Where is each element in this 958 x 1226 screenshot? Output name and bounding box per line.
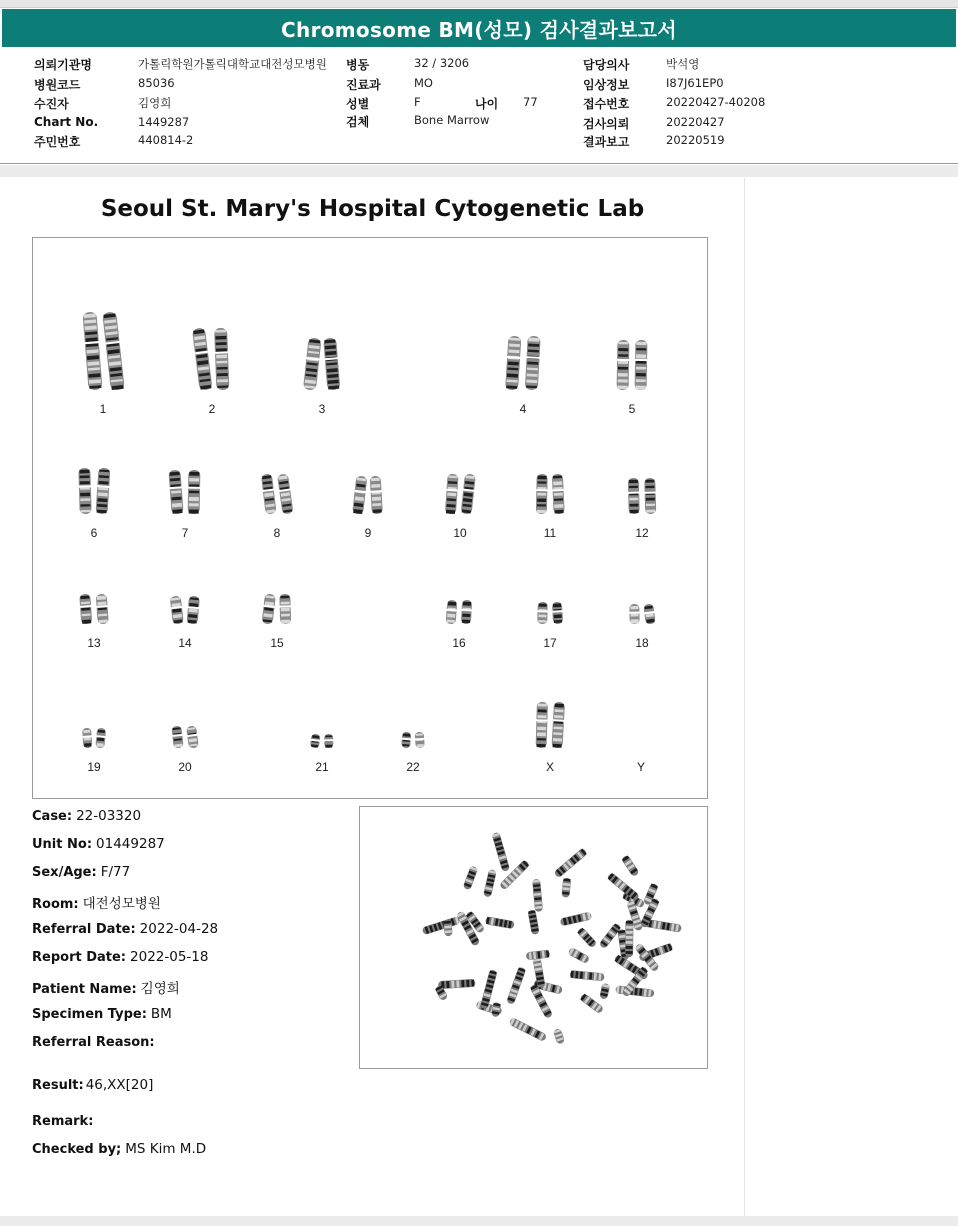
unit-no-row [32, 836, 165, 852]
hospital-code-label: 병원코드 [34, 78, 81, 92]
sex-age-value: F/77 [100, 864, 131, 880]
room-row [32, 892, 161, 912]
result-report-value: 20220519 [666, 133, 725, 147]
institution-value: 가톨릭학원가톨릭대학교대전성모병원 [138, 57, 327, 71]
metaphase-chromosome [625, 920, 633, 957]
metaphase-chromosome [560, 912, 593, 927]
metaphase-chromosome [570, 970, 605, 981]
chromosome-label-6: 6 [90, 526, 98, 540]
specimen-type-value: BM [150, 1006, 172, 1022]
case-value: 22-03320 [76, 808, 142, 824]
metaphase-chromosome [463, 865, 479, 890]
chromosome-label-12: 12 [635, 526, 649, 540]
patient-value: 김영희 [138, 96, 172, 110]
chromosome-pair-9 [351, 475, 384, 514]
institution-label: 의뢰기관명 [34, 58, 92, 72]
age-value: 77 [523, 95, 538, 109]
clinical-info-label: 임상정보 [583, 78, 630, 92]
checked-by-row [32, 1141, 206, 1157]
chromosome-label-8: 8 [273, 526, 281, 540]
chromosome-label-20: 20 [178, 760, 192, 774]
report-date-label: Report Date: [32, 950, 127, 965]
metaphase-chromosome [491, 1002, 501, 1017]
chromosome-label-17: 17 [543, 636, 557, 650]
chromosome-label-y: Y [636, 760, 646, 774]
metaphase-chromosome [526, 950, 551, 961]
resident-no-value: 440814-2 [138, 133, 194, 147]
specimen-type-row [32, 1006, 172, 1022]
chromosome-label-1: 1 [99, 402, 107, 416]
chromosome-label-21: 21 [315, 760, 329, 774]
chromosome-label-15: 15 [270, 636, 284, 650]
result-label: Result: [32, 1078, 84, 1093]
section-divider [0, 165, 958, 177]
patient-name-label: Patient Name: [32, 982, 137, 997]
chromosome-label-4: 4 [519, 402, 527, 416]
metaphase-chromosome [508, 1017, 547, 1042]
report-date-row [32, 949, 208, 965]
chromosome-label-5: 5 [628, 402, 636, 416]
sex-age-row [32, 864, 130, 880]
department-label: 진료과 [346, 78, 381, 92]
metaphase-chromosome [599, 983, 610, 1000]
chromosome-pair-16 [445, 600, 474, 625]
metaphase-chromosome [506, 966, 526, 1005]
chromosome-label-x: X [545, 760, 555, 774]
request-date-label: 검사의뢰 [583, 117, 630, 131]
report-title: Chromosome BM(성모) 검사결과보고서 [2, 9, 956, 47]
chromosome-label-16: 16 [452, 636, 466, 650]
specimen-value: Bone Marrow [414, 113, 490, 127]
room-label: Room: [32, 897, 79, 912]
metaphase-chromosome [491, 832, 510, 872]
metaphase-panel [359, 806, 708, 1069]
referral-reason-label: Referral Reason: [32, 1035, 155, 1050]
cytogenetic-report-page [0, 178, 745, 1216]
referral-reason-row [32, 1034, 159, 1050]
karyogram-panel [32, 237, 708, 799]
bottom-strip [0, 1216, 958, 1226]
ward-label: 병동 [346, 58, 370, 72]
chromosome-label-7: 7 [181, 526, 189, 540]
metaphase-chromosome [422, 916, 461, 935]
top-strip [0, 0, 958, 8]
case-label: Case: [32, 809, 73, 824]
chromosome-label-11: 11 [543, 526, 557, 540]
chromosome-pair-x [535, 702, 566, 749]
hospital-code-value: 85036 [138, 76, 175, 90]
referral-date-label: Referral Date: [32, 922, 136, 937]
result-report-label: 결과보고 [583, 135, 630, 149]
resident-no-label: 주민번호 [34, 135, 81, 149]
metaphase-chromosome [553, 848, 587, 879]
chromosome-pair-20 [170, 725, 200, 748]
chromosome-pair-17 [536, 602, 564, 625]
metaphase-chromosome [561, 878, 571, 898]
referral-date-row [32, 921, 218, 937]
patient-label: 수진자 [34, 97, 69, 111]
patient-name-value: 김영희 [140, 981, 180, 997]
chromosome-label-3: 3 [318, 402, 326, 416]
remark-label: Remark: [32, 1114, 94, 1129]
metaphase-chromosome [621, 854, 640, 877]
patient-info-table [0, 50, 958, 164]
room-value: 대전성모병원 [82, 896, 161, 912]
chromosome-pair-19 [81, 728, 107, 749]
metaphase-chromosome [438, 979, 475, 989]
chromosome-pair-1 [81, 311, 125, 390]
specimen-type-label: Specimen Type: [32, 1007, 147, 1022]
unit-no-value: 01449287 [96, 836, 165, 852]
department-value: MO [414, 76, 433, 90]
unit-no-label: Unit No: [32, 837, 93, 852]
request-date-value: 20220427 [666, 115, 725, 129]
remark-row [32, 1113, 97, 1129]
chromosome-pair-21 [309, 733, 334, 748]
metaphase-chromosome [576, 927, 597, 949]
chromosome-pair-10 [444, 473, 477, 514]
chromosome-pair-12 [627, 478, 657, 514]
sex-age-label: Sex/Age: [32, 865, 97, 880]
doctor-label: 담당의사 [583, 58, 630, 72]
chromosome-label-13: 13 [87, 636, 101, 650]
chromosome-pair-13 [78, 594, 110, 625]
checked-by-value: MS Kim M.D [125, 1141, 207, 1157]
metaphase-chromosome [553, 1028, 565, 1045]
chromosome-pair-18 [628, 603, 656, 624]
chromosome-pair-15 [261, 593, 293, 624]
metaphase-chromosome [485, 916, 515, 929]
receipt-no-label: 접수번호 [583, 97, 630, 111]
metaphase-chromosome [483, 869, 497, 898]
chromosome-pair-3 [302, 337, 341, 390]
chromosome-pair-2 [191, 327, 230, 390]
chromosome-pair-5 [616, 340, 649, 390]
chromosome-pair-6 [77, 468, 111, 515]
metaphase-chromosome [567, 947, 590, 964]
chromosome-pair-8 [260, 473, 295, 514]
chromosome-pair-11 [535, 474, 566, 515]
referral-date-value: 2022-04-28 [139, 921, 219, 937]
chromosome-label-2: 2 [208, 402, 216, 416]
doctor-value: 박석영 [666, 57, 700, 71]
chromosome-label-10: 10 [453, 526, 467, 540]
chromosome-label-9: 9 [364, 526, 372, 540]
chart-no-value: 1449287 [138, 115, 190, 129]
metaphase-chromosome [527, 909, 539, 935]
chromosome-pair-22 [400, 732, 426, 749]
sex-value: F [414, 95, 421, 109]
chromosome-label-19: 19 [87, 760, 101, 774]
receipt-no-value: 20220427-40208 [666, 95, 766, 109]
chromosome-pair-7 [167, 470, 201, 515]
sex-label: 성별 [346, 97, 370, 111]
clinical-info-value: I87J61EP0 [666, 76, 724, 90]
report-date-value: 2022-05-18 [130, 949, 209, 965]
result-row [32, 1077, 153, 1093]
patient-name-row [32, 977, 180, 997]
karyogram-image [33, 238, 709, 800]
chromosome-label-18: 18 [635, 636, 649, 650]
metaphase-chromosome [532, 879, 543, 912]
chromosome-label-14: 14 [178, 636, 192, 650]
lab-title: Seoul St. Mary's Hospital Cytogenetic Lab [100, 196, 645, 222]
specimen-label: 검체 [346, 115, 370, 129]
case-row [32, 808, 141, 824]
chromosome-pair-4 [504, 336, 542, 391]
age-label: 나이 [475, 97, 499, 111]
chart-no-label: Chart No. [34, 115, 99, 129]
chromosome-pair-14 [169, 595, 201, 624]
metaphase-spread-image [360, 807, 707, 1068]
chromosome-label-22: 22 [406, 760, 420, 774]
result-value: 46,XX[20] [85, 1077, 154, 1093]
checked-by-label: Checked by; [32, 1142, 122, 1157]
ward-value: 32 / 3206 [414, 56, 470, 70]
